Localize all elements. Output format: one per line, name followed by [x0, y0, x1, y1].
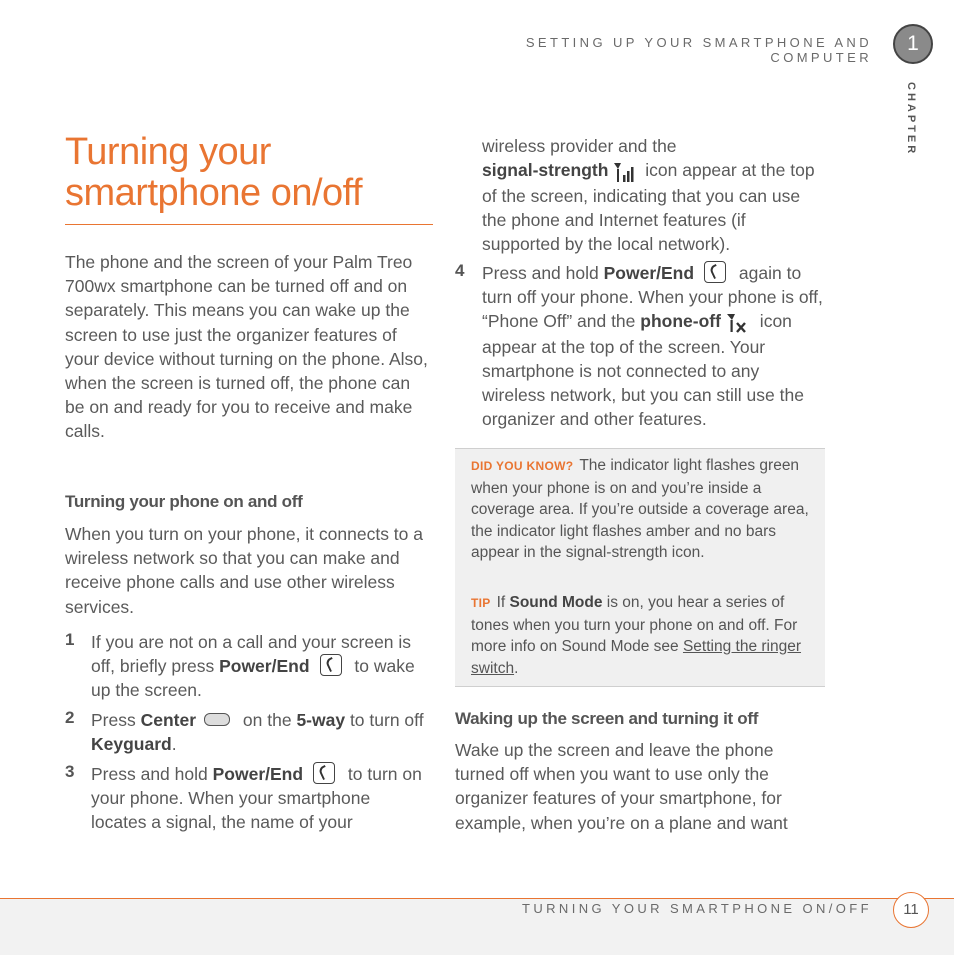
- page-title-line2: smartphone on/off: [65, 172, 363, 214]
- power-end-icon: [320, 654, 342, 676]
- step-text: Press and hold Power/End to turn on your phone. When your smartphone locates a signal, the name of your: [91, 764, 422, 833]
- step-number: 2: [65, 708, 75, 727]
- tip-note: TIP If Sound Mode is on, you hear a series of tones when you turn your phone on and off. For more info on Sound Mode see Setting the ringer switch.: [471, 594, 802, 677]
- page-number: 11: [893, 892, 929, 928]
- tip-box: [455, 448, 825, 687]
- wake-section-text: Wake up the screen and leave the phone turned off when you want to use only the organizer features of your smartphone, for example, when you’re on a plane and want: [455, 740, 788, 833]
- step-text: Press Center on the 5-way to turn off Keyguard.: [91, 710, 424, 755]
- intro-paragraph: The phone and the screen of your Palm Treo 700wx smartphone can be turned off and on separately. This means you can wake up the screen to use just the organizer features of your device without turning on the phone. Also, when the screen is turned off, the phone can be on and ready for you to receive and make calls.: [65, 252, 428, 442]
- running-header: SETTING UP YOUR SMARTPHONE AND COMPUTER: [525, 35, 872, 65]
- running-footer: TURNING YOUR SMARTPHONE ON/OFF: [522, 901, 872, 916]
- step-text: If you are not on a call and your screen is off, briefly press Power/End to wake up the screen.: [91, 632, 415, 701]
- phone-section-heading: Turning your phone on and off: [65, 492, 303, 511]
- signal-strength-icon: [612, 160, 636, 184]
- center-button-icon: [204, 713, 230, 726]
- ringer-switch-link[interactable]: Setting the ringer switch: [471, 638, 802, 677]
- title-divider: [65, 224, 433, 225]
- chapter-number-badge: 1: [893, 24, 933, 64]
- step-number: 3: [65, 762, 75, 781]
- phone-off-icon: [725, 311, 751, 335]
- tip-label: TIP: [471, 596, 491, 610]
- step-number: 4: [455, 261, 465, 280]
- step-number: 1: [65, 630, 75, 649]
- wake-section-heading: Waking up the screen and turning it off: [455, 709, 759, 728]
- did-you-know-note: DID YOU KNOW? The indicator light flashes green when your phone is on and you’re inside a coverage area. If you’re outside a coverage area, the indicator light flashes amber and no bars appear in the signal-strength icon.: [471, 457, 809, 562]
- page-title-line1: Turning your: [65, 131, 271, 173]
- page-title: [65, 132, 433, 214]
- did-you-know-label: DID YOU KNOW?: [471, 459, 574, 473]
- phone-section-intro: When you turn on your phone, it connects to a wireless network so that you can make and receive phone calls and use other wireless services.: [65, 524, 423, 617]
- step-text: Press and hold Power/End again to turn off your phone. When your phone is off, “Phone Off” and the phone-off icon appear at the top of the screen. Your smartphone is not connected to any wireless network, but you can still use the organizer and other features.: [482, 263, 823, 430]
- power-end-icon: [704, 261, 726, 283]
- power-end-icon: [313, 762, 335, 784]
- chapter-label: CHAPTER: [905, 82, 917, 157]
- step-3-continued: wireless provider and the signal-strength icon appear at the top of the screen, indicating that you can use the phone and Internet features (if supported by the local network).: [482, 136, 815, 254]
